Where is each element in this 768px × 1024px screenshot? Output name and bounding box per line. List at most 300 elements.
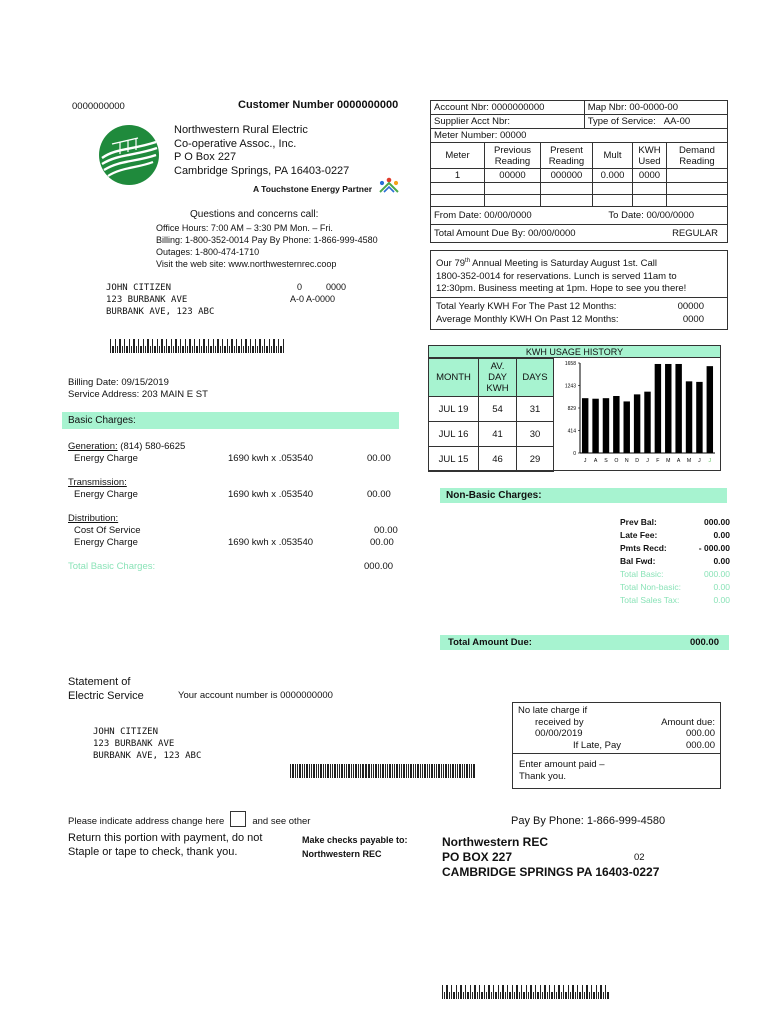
barcode-bar: [201, 346, 202, 353]
barcode-bar: [206, 346, 207, 353]
barcode-bar: [325, 764, 326, 778]
barcode-bar: [117, 346, 118, 353]
regular-label: REGULAR: [672, 228, 718, 239]
barcode-bar: [203, 339, 205, 353]
chart-y-tick-label: 829: [567, 406, 576, 412]
barcode-bar: [462, 764, 463, 778]
total-basic-label: Total Basic Charges:: [68, 561, 156, 572]
barcode-bar: [442, 985, 443, 999]
chart-y-tick-label: 414: [567, 428, 576, 435]
barcode-bar: [445, 764, 447, 778]
transmission-kwh-rate: 1690 kwh x .053540: [228, 489, 314, 500]
barcode-bar: [368, 764, 370, 778]
barcode-bar: [401, 764, 402, 778]
usage-bar-chart: [554, 358, 721, 471]
usage-days: 31: [517, 397, 554, 422]
stub-customer-address: [93, 726, 201, 762]
barcode-bar: [413, 764, 414, 778]
barcode-bar: [498, 985, 499, 999]
amount-due-label: Amount due:: [661, 716, 715, 728]
barcode-bar: [387, 764, 388, 778]
non-basic-header: Non-Basic Charges:: [440, 488, 727, 503]
barcode-bar: [295, 764, 296, 778]
total-nonbasic-value: 0.00: [713, 582, 730, 592]
usage-history-table: [428, 358, 554, 472]
barcode-bar: [486, 992, 487, 999]
barcode-bar: [311, 764, 312, 778]
pay-by-phone: Pay By Phone: 1-866-999-4580: [511, 815, 666, 827]
basic-charges-header: Basic Charges:: [62, 412, 399, 429]
barcode-bar: [171, 339, 172, 353]
barcode-bar: [465, 985, 466, 999]
barcode-bar: [161, 339, 163, 353]
yearly-kwh-label: Total Yearly KWH For The Past 12 Months:: [436, 301, 617, 312]
chart-x-tick-label: A: [676, 458, 681, 464]
outages-phone: Outages: 1-800-474-1710: [156, 247, 260, 257]
barcode-bar: [422, 764, 423, 778]
barcode-bar: [399, 764, 400, 778]
meter-header-meter: Meter: [431, 143, 485, 169]
usage-header-avg: AV. DAY KWH: [479, 359, 517, 397]
chart-bar: [582, 398, 588, 453]
barcode-bar: [365, 764, 366, 778]
barcode-bar: [452, 764, 454, 778]
generation-kwh-rate: 1690 kwh x .053540: [228, 453, 314, 464]
service-type-cell: [584, 115, 727, 129]
if-late-label: If Late, Pay: [573, 739, 622, 751]
meter-cell: 00000: [485, 169, 541, 183]
late-fee-label: Late Fee:: [620, 530, 658, 540]
meter-header-previous: Previous Reading: [485, 143, 541, 169]
account-nbr: Account Nbr: 0000000000: [431, 101, 585, 115]
meter-header-kwh: KWH Used: [633, 143, 667, 169]
chart-bar: [644, 392, 650, 453]
barcode-bar: [542, 992, 543, 999]
chart-bar: [707, 366, 713, 453]
barcode-bar: [474, 985, 476, 999]
chart-x-tick-label: D: [635, 458, 639, 464]
barcode-bar: [509, 992, 511, 999]
customer-name: JOHN CITIZEN: [106, 283, 172, 293]
barcode-bar: [582, 985, 583, 999]
barcode-bar: [360, 764, 361, 778]
barcode-bar: [304, 764, 305, 778]
barcode-bar: [408, 764, 409, 778]
barcode-bar: [346, 764, 347, 778]
billing-phone: Billing: 1-800-352-0014 Pay By Phone: 1-866-999-4580: [156, 235, 378, 245]
generation-phone: (814) 580-6625: [117, 441, 186, 452]
barcode-bar: [323, 764, 324, 778]
barcode-bar: [589, 992, 590, 999]
generation-energy-label: Energy Charge: [74, 453, 138, 464]
company-line-3: P O Box 227: [174, 151, 237, 163]
payments-value: - 000.00: [698, 543, 730, 553]
chart-x-tick-label: J: [698, 458, 701, 464]
address-change-checkbox[interactable]: [230, 811, 246, 827]
barcode-bar: [410, 764, 412, 778]
barcode-bar: [565, 992, 567, 999]
barcode-bar: [327, 764, 329, 778]
meter-header-demand: Demand Reading: [667, 143, 728, 169]
enter-amount-label: Enter amount paid –: [519, 759, 605, 770]
amount-paid-box[interactable]: [512, 753, 721, 789]
barcode-bar: [544, 985, 546, 999]
barcode-bar: [512, 985, 513, 999]
barcode-bar: [450, 764, 451, 778]
barcode-bar: [154, 346, 156, 353]
barcode-bar: [271, 346, 272, 353]
usage-days: 29: [517, 447, 554, 472]
barcode-bar: [339, 764, 340, 778]
barcode-bar: [110, 339, 111, 353]
barcode-bar: [178, 346, 179, 353]
company-logo: [98, 124, 160, 186]
total-basic-value: 000.00: [364, 561, 394, 572]
chart-y-tick-label: 0: [573, 451, 576, 457]
barcode-bar: [266, 346, 268, 353]
chart-x-tick-label: F: [656, 458, 660, 464]
chart-bar: [624, 401, 630, 453]
barcode-bar: [208, 339, 209, 353]
barcode-bar: [152, 339, 153, 353]
generation-label: Generation:: [68, 441, 118, 452]
barcode-bar: [382, 764, 384, 778]
chart-bar: [603, 398, 609, 453]
map-nbr: Map Nbr: 00-0000-00: [584, 101, 727, 115]
checks-payable-label: Make checks payable to:: [302, 835, 408, 845]
barcode-bar: [316, 764, 317, 778]
usage-avg: 54: [479, 397, 517, 422]
contact-info: [156, 222, 378, 270]
barcode-bar: [516, 985, 518, 999]
barcode-bar: [362, 764, 364, 778]
notice-line-1-post: Annual Meeting is Saturday August 1st. Call: [470, 258, 658, 270]
thank-you-label: Thank you.: [519, 771, 566, 782]
usage-days: 30: [517, 422, 554, 447]
barcode-bar: [378, 764, 379, 778]
barcode-bar: [459, 764, 461, 778]
barcode-bar: [561, 992, 562, 999]
barcode-bar: [133, 339, 135, 353]
barcode-bar: [479, 985, 480, 999]
bal-fwd-value: 0.00: [713, 556, 730, 566]
barcode-bar: [389, 764, 391, 778]
barcode-bar: [173, 346, 174, 353]
barcode-bar: [309, 764, 310, 778]
barcode-bar: [164, 346, 165, 353]
stub-account-number: Your account number is 0000000000: [178, 690, 333, 701]
chart-x-tick-label: M: [686, 458, 692, 464]
barcode-bar: [514, 992, 515, 999]
stub-barcode: [290, 764, 476, 778]
distribution-amount: 00.00: [370, 537, 394, 548]
office-hours: Office Hours: 7:00 AM – 3:30 PM Mon. – Fri.: [156, 223, 333, 233]
barcode-bar: [593, 992, 595, 999]
barcode-bar: [460, 985, 462, 999]
barcode-bar: [385, 764, 386, 778]
barcode-bar: [196, 346, 198, 353]
chart-y-tick-label: 1658: [564, 361, 576, 367]
barcode-bar: [306, 764, 308, 778]
barcode-bar: [451, 985, 452, 999]
barcode-bar: [443, 764, 444, 778]
usage-month: JUL 16: [429, 422, 479, 447]
barcode-bar: [126, 346, 128, 353]
barcode-bar: [396, 764, 398, 778]
barcode-bar: [243, 346, 244, 353]
late-charge-title: No late charge if: [518, 705, 588, 716]
barcode-bar: [533, 992, 534, 999]
customer-address: [106, 282, 214, 318]
barcode-bar: [234, 346, 235, 353]
barcode-bar: [248, 346, 249, 353]
usage-history-title: KWH USAGE HISTORY: [429, 346, 720, 358]
website-link[interactable]: Visit the web site: www.northwesternrec.coop: [156, 259, 337, 269]
barcode-bar: [521, 985, 522, 999]
billing-date: Billing Date: 09/15/2019: [68, 377, 169, 388]
barcode-bar: [448, 764, 449, 778]
meter-header-mult: Mult: [593, 143, 633, 169]
total-amount-due-value: 000.00: [689, 637, 719, 648]
barcode-bar: [438, 764, 440, 778]
barcode-bar: [535, 985, 536, 999]
total-due-by: Total Amount Due By: 00/00/0000: [434, 228, 576, 239]
cost-of-service-label: Cost Of Service: [74, 525, 141, 536]
barcode-bar: [334, 764, 336, 778]
barcode-bar: [458, 992, 459, 999]
barcode-bar: [210, 346, 212, 353]
chart-x-tick-label: N: [624, 458, 629, 464]
stub-address-line-2: BURBANK AVE, 123 ABC: [93, 751, 202, 761]
meter-cell: 0000: [633, 169, 667, 183]
usage-header-days: DAYS: [517, 359, 554, 397]
barcode-bar: [436, 764, 437, 778]
statement-title-line-1: Statement of: [68, 676, 131, 688]
barcode-bar: [180, 339, 181, 353]
meter-number: Meter Number: 00000: [431, 129, 728, 143]
remit-barcode: [442, 985, 656, 999]
partner-tagline: A Touchstone Energy Partner: [253, 184, 373, 194]
barcode-bar: [276, 346, 277, 353]
meter-cell: 0.000: [593, 169, 633, 183]
barcode-bar: [351, 764, 352, 778]
barcode-bar: [330, 764, 331, 778]
transmission-amount: 00.00: [367, 489, 391, 500]
barcode-bar: [484, 985, 485, 999]
company-line-1: Northwestern Rural Electric: [174, 124, 308, 136]
chart-bar: [686, 381, 692, 453]
barcode-bar: [473, 764, 475, 778]
barcode-bar: [457, 764, 458, 778]
barcode-bar: [129, 339, 130, 353]
chart-bar: [696, 382, 702, 453]
usage-history-panel: [428, 345, 721, 471]
billing-dates: [68, 377, 208, 401]
barcode-bar: [502, 985, 504, 999]
notice-line-1-sup: th: [465, 258, 471, 264]
barcode-bar: [231, 339, 233, 353]
barcode-bar: [519, 992, 520, 999]
postal-barcode: [110, 339, 336, 353]
route-code-b: 0000: [326, 282, 347, 292]
remit-line-1: Northwestern REC: [442, 835, 549, 849]
barcode-bar: [241, 339, 242, 353]
barcode-bar: [159, 346, 160, 353]
statement-title-line-2: Electric Service: [68, 690, 144, 702]
monthly-kwh-label: Average Monthly KWH On Past 12 Months:: [436, 313, 619, 325]
barcode-bar: [280, 346, 282, 353]
chart-x-tick-label: J: [708, 458, 712, 464]
barcode-bar: [224, 346, 226, 353]
company-line-2: Co-operative Assoc., Inc.: [174, 137, 297, 150]
barcode-bar: [500, 992, 501, 999]
barcode-bar: [366, 764, 367, 778]
barcode-bar: [603, 992, 604, 999]
total-basic-summary-label: Total Basic:: [620, 569, 664, 579]
statement-title: [68, 675, 144, 703]
late-amount-value: 000.00: [685, 739, 715, 751]
barcode-bar: [147, 339, 149, 353]
barcode-bar: [185, 339, 186, 353]
top-account-number: 0000000000: [72, 101, 125, 112]
return-instructions: [68, 831, 262, 859]
total-amount-due-label: Total Amount Due:: [448, 637, 532, 648]
chart-x-tick-label: O: [614, 458, 619, 464]
customer-address-line-1: 123 BURBANK AVE: [106, 295, 188, 305]
notice-line-2: 1800-352-0014 for reservations. Lunch is served 11am to: [436, 270, 677, 282]
barcode-bar: [584, 992, 585, 999]
barcode-bar: [591, 985, 592, 999]
barcode-bar: [463, 992, 464, 999]
barcode-bar: [586, 985, 588, 999]
barcode-bar: [124, 339, 125, 353]
barcode-bar: [537, 992, 539, 999]
barcode-bar: [477, 992, 478, 999]
barcode-bar: [112, 346, 114, 353]
barcode-bar: [446, 985, 448, 999]
barcode-bar: [283, 339, 284, 353]
barcode-bar: [526, 985, 527, 999]
barcode-bar: [495, 992, 497, 999]
barcode-bar: [138, 339, 139, 353]
from-date: From Date: 00/00/0000: [434, 210, 532, 221]
transmission-label: Transmission:: [68, 477, 127, 488]
barcode-bar: [371, 764, 372, 778]
barcode-bar: [187, 346, 188, 353]
barcode-bar: [220, 346, 221, 353]
service-address: Service Address: 203 MAIN E ST: [68, 389, 208, 400]
barcode-bar: [199, 339, 200, 353]
barcode-bar: [493, 985, 494, 999]
barcode-bar: [380, 764, 381, 778]
chart-bar: [613, 396, 619, 453]
distribution-energy-label: Energy Charge: [74, 537, 138, 548]
late-charge-box: [512, 702, 721, 754]
barcode-bar: [577, 985, 578, 999]
barcode-bar: [554, 985, 555, 999]
stub-address-line-1: 123 BURBANK AVE: [93, 739, 175, 749]
barcode-bar: [556, 992, 557, 999]
meter-header-present: Present Reading: [541, 143, 593, 169]
meter-cell: [667, 169, 728, 183]
barcode-bar: [269, 339, 270, 353]
checks-payable: [302, 833, 408, 861]
chart-x-tick-label: S: [604, 458, 608, 464]
barcode-bar: [145, 346, 146, 353]
barcode-bar: [563, 985, 564, 999]
barcode-bar: [168, 346, 170, 353]
usage-month: JUL 15: [429, 447, 479, 472]
barcode-bar: [505, 992, 506, 999]
barcode-bar: [427, 764, 428, 778]
barcode-bar: [189, 339, 191, 353]
customer-number: Customer Number 0000000000: [238, 99, 399, 111]
route-code-c: A-0 A-0000: [290, 294, 336, 304]
usage-avg: 41: [479, 422, 517, 447]
barcode-bar: [236, 339, 237, 353]
barcode-bar: [273, 339, 275, 353]
barcode-bar: [455, 764, 456, 778]
barcode-bar: [344, 764, 345, 778]
supplier-acct: Supplier Acct Nbr:: [431, 115, 585, 129]
barcode-bar: [194, 339, 195, 353]
barcode-bar: [192, 346, 193, 353]
barcode-bar: [375, 764, 377, 778]
barcode-bar: [579, 992, 581, 999]
barcode-bar: [238, 346, 240, 353]
barcode-bar: [417, 764, 419, 778]
barcode-bar: [353, 764, 354, 778]
distribution-kwh-rate: 1690 kwh x .053540: [228, 537, 314, 548]
remit-line-3: CAMBRIDGE SPRINGS PA 16403-0227: [442, 865, 660, 879]
barcode-bar: [431, 764, 433, 778]
barcode-bar: [415, 764, 416, 778]
chart-bar: [634, 394, 640, 453]
barcode-bar: [392, 764, 393, 778]
barcode-bar: [292, 764, 294, 778]
barcode-bar: [122, 346, 123, 353]
chart-x-tick-label: M: [666, 458, 671, 464]
barcode-bar: [313, 764, 315, 778]
chart-x-tick-label: J: [646, 458, 649, 464]
barcode-bar: [337, 764, 338, 778]
barcode-bar: [262, 346, 263, 353]
barcode-bar: [373, 764, 374, 778]
barcode-bar: [605, 985, 606, 999]
barcode-bar: [551, 992, 553, 999]
barcode-bar: [547, 992, 548, 999]
barcode-bar: [358, 764, 359, 778]
usage-header-month: MONTH: [429, 359, 479, 397]
notice-line-3: 12:30pm. Business meeting at 1pm. Hope to see you there!: [436, 283, 687, 295]
meter-table: [430, 142, 728, 207]
total-sales-tax-label: Total Sales Tax:: [620, 595, 680, 605]
monthly-kwh-value: 0000: [682, 313, 704, 325]
bal-fwd-label: Bal Fwd:: [620, 556, 656, 566]
barcode-bar: [449, 992, 450, 999]
transmission-energy-label: Energy Charge: [74, 489, 138, 500]
touchstone-icon: [378, 177, 400, 193]
total-basic-summary-value: 000.00: [704, 569, 730, 579]
barcode-bar: [469, 764, 470, 778]
barcode-bar: [119, 339, 121, 353]
chart-bar: [665, 364, 671, 453]
barcode-bar: [245, 339, 247, 353]
barcode-bar: [549, 985, 550, 999]
barcode-bar: [403, 764, 405, 778]
barcode-bar: [540, 985, 541, 999]
barcode-bar: [318, 764, 319, 778]
